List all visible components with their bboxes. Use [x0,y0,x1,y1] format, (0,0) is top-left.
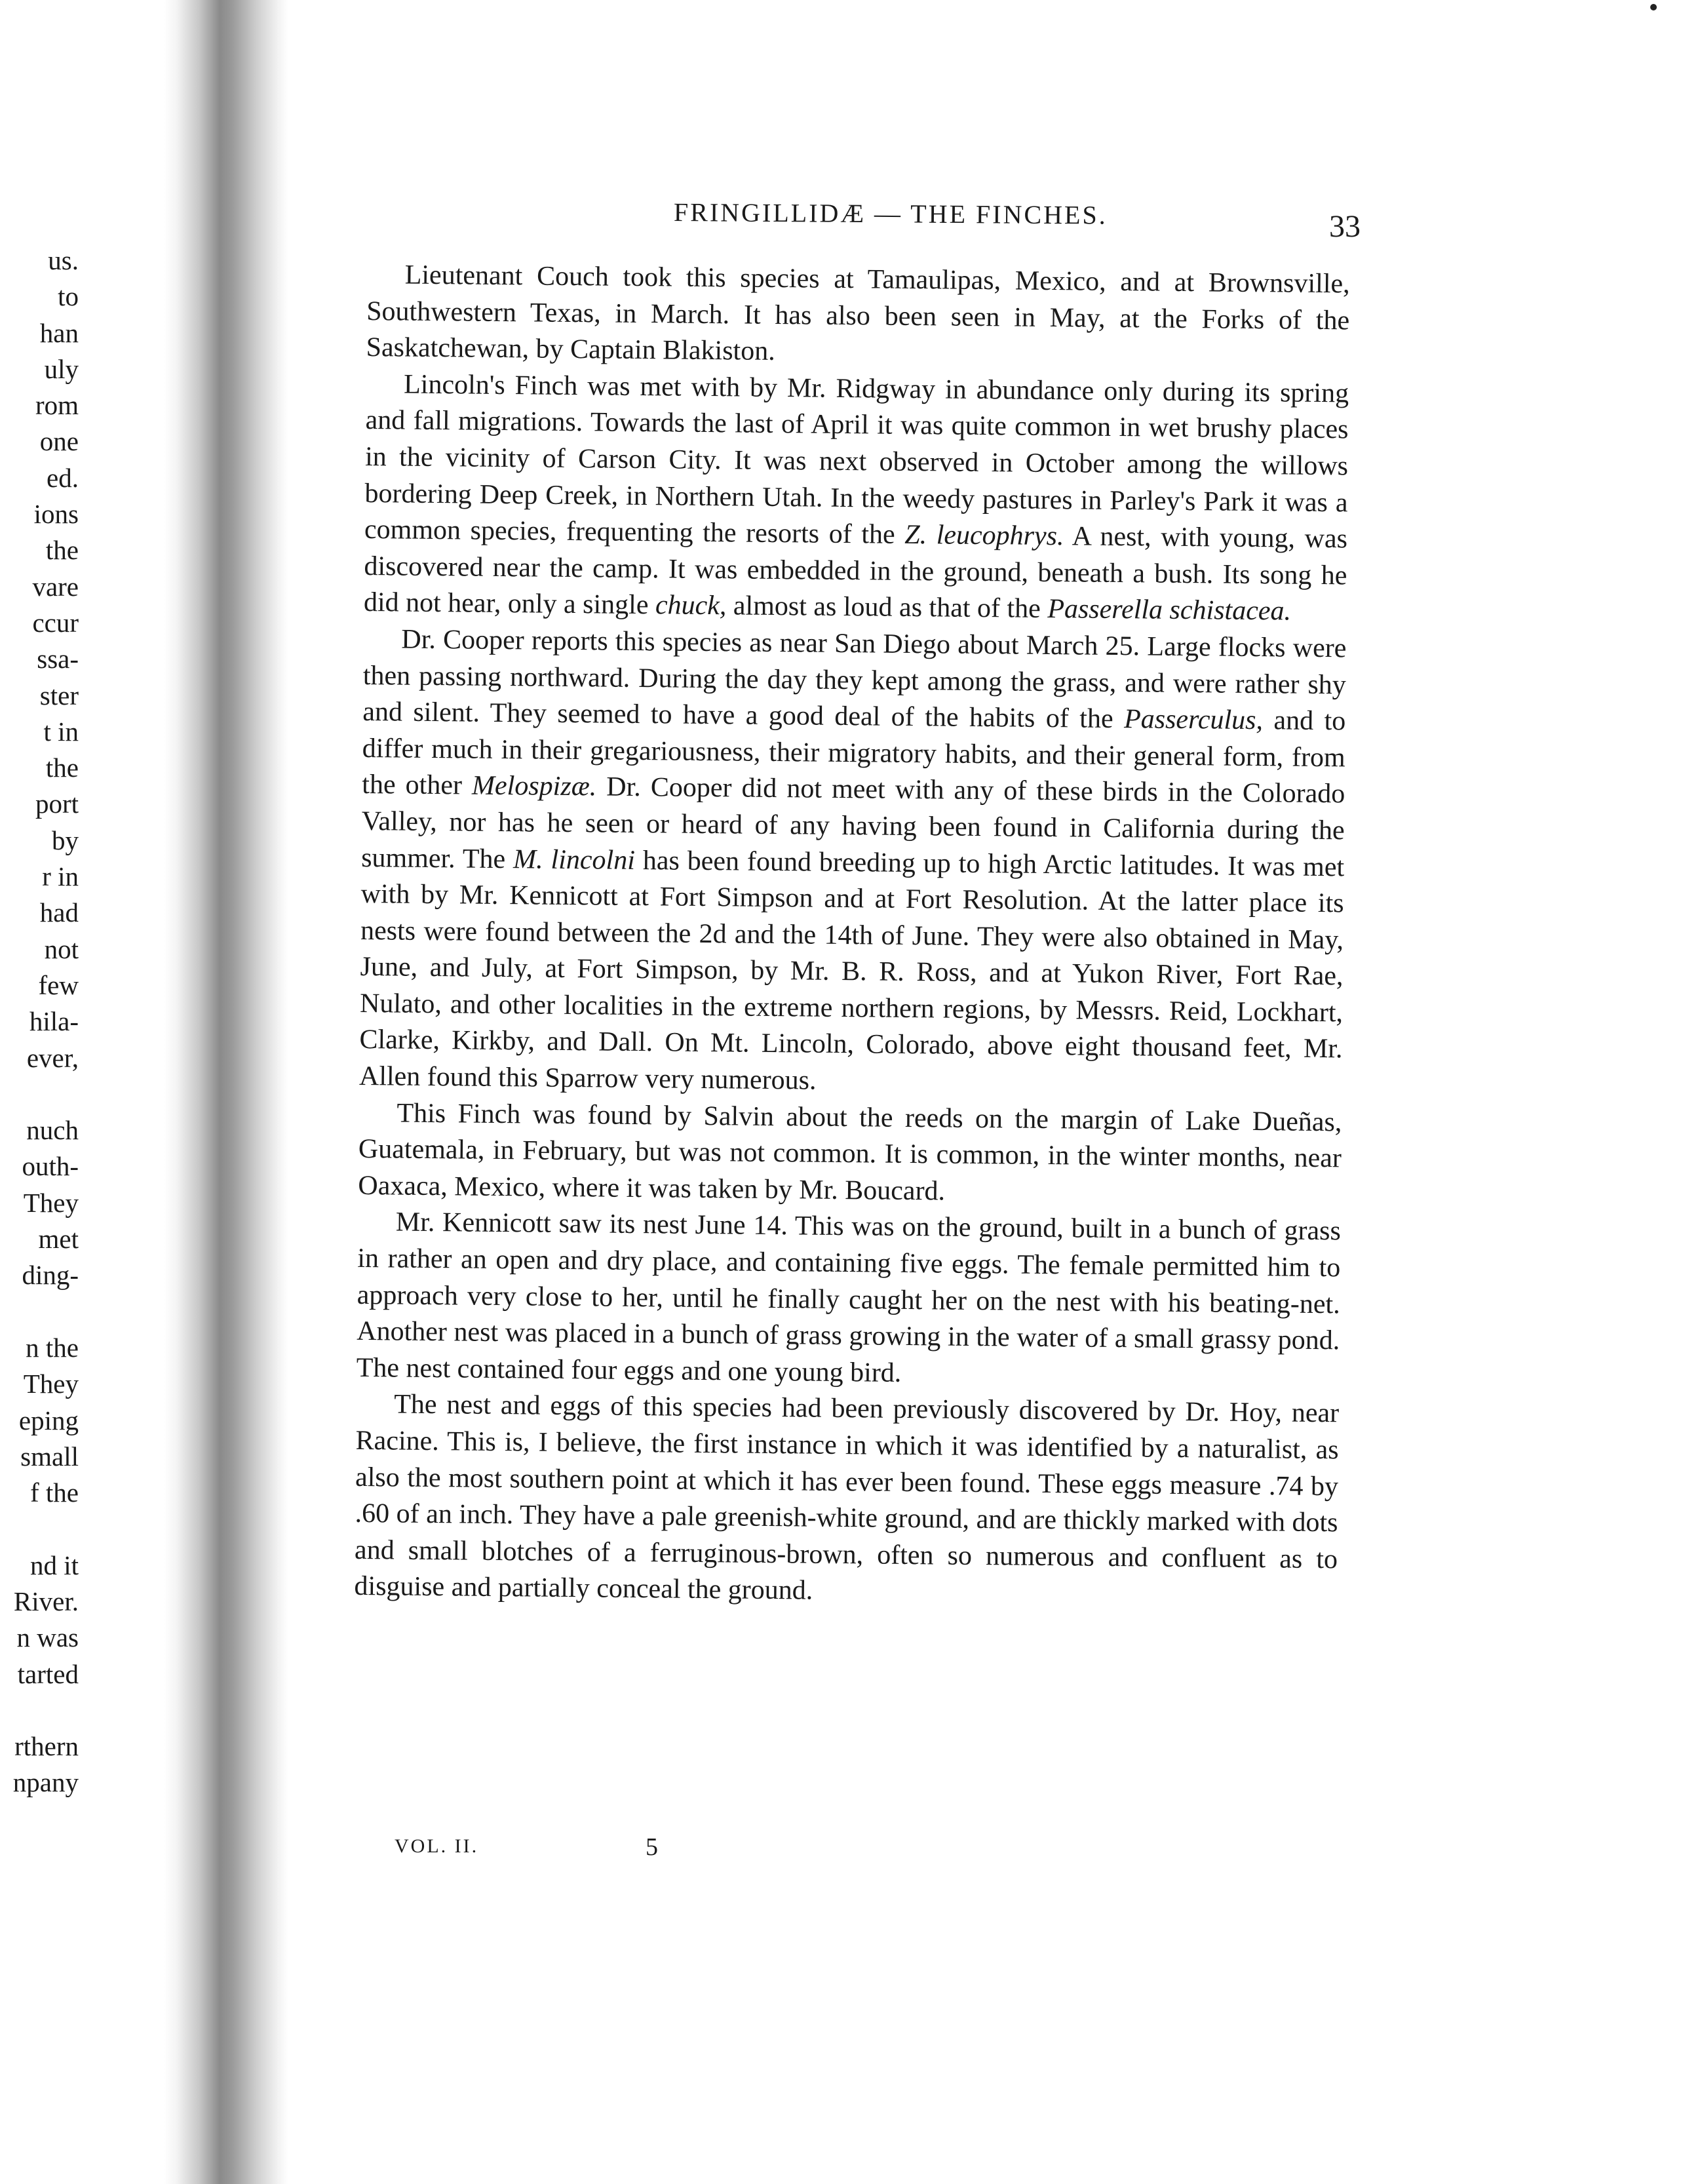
text-run: and to differ much in their gregariousness, their migratory habits, and their general form, from the other [362,705,1346,801]
facing-page-line: rom [35,390,79,421]
facing-page-line: nuch [26,1115,79,1146]
text-run: almost as loud as that of the [726,591,1048,625]
paragraph [364,366,1349,631]
facing-page-line: us. [48,245,79,275]
running-head: FRINGILLIDÆ — THE FINCHES. [673,197,1108,230]
text-run: A nest, with young, was discovered near the camp. It was embedded in the ground, beneath a bush. Its song he did not hear, only a single [363,521,1348,621]
italic-term: Z. leucophrys. [904,520,1064,552]
facing-page-line [0,1076,79,1112]
italic-term: chuck, [655,590,727,621]
paragraph [366,257,1350,376]
facing-page-line: ster [39,680,79,711]
facing-page-line: outh- [22,1151,79,1182]
paragraph [356,1204,1341,1395]
facing-page-line: f the [30,1477,79,1508]
facing-page-line: met [38,1224,79,1255]
body-text [354,257,1350,1614]
facing-page-line: han [39,317,79,348]
facing-page-line: They [23,1187,79,1218]
text-run: has been found breeding up to high Arctic latitudes. It was met with by Mr. Kennicott at Fort Simpson and at Fort Resolution. At the latter place its nests were found between the 2d and the 14th of June. They were also obtained in May, June, and July, at Fort Simpson, by Mr. B. R. Ross, and at Yukon River, Fort Rae, Nulato, and other localities in the extreme northern regions, by Messrs. Reid, Lockhart, Clarke, Kirkby, and Dall. On Mt. Lincoln, Colorado, above eight thousand feet, Mr. Allen found this Sparrow very numerous. [358,845,1345,1096]
facing-page-line [0,1294,79,1330]
paragraph [354,1386,1339,1614]
page-number: 33 [1329,209,1361,244]
facing-page-line: hila- [29,1006,79,1037]
facing-page-line [0,1511,79,1547]
italic-term: Passerculus, [1123,704,1264,736]
binding-gutter-shadow [164,0,288,2184]
paragraph [359,621,1347,1104]
facing-page-line: tarted [17,1658,79,1689]
facing-page-line [0,1692,79,1728]
facing-page-line: ssa- [37,644,79,674]
facing-page-line: the [45,535,79,566]
text-run: Lincoln's Finch was met with by Mr. Ridgway in abundance only during its spring and fall migrations. Towards the last of April it was quite common in wet brushy places in the vicinity of Carson City. It was next observed in October among the willows bordering Deep Creek, in Northern Utah. In the weedy pastures in Parley's Park it was a common species, frequenting the resorts of the [364,369,1349,551]
text-run: Mr. Kennicott saw its nest June 14. This was on the ground, built in a bunch of grass in rather an open and dry place, and containing five eggs. The female permitted him to approach very close to her, until he finally caught her on the nest with his beating-net. Another nest was placed in a bunch of grass growing in the water of a small grassy pond. The nest contained four eggs and one young bird. [356,1207,1342,1388]
italic-term: Melospizæ. [471,770,597,802]
facing-page-line: had [39,897,79,928]
facing-page-line: ccur [32,607,79,638]
facing-page-line: nd it [29,1550,79,1580]
facing-page-line: ever, [26,1042,79,1073]
facing-page-line: n the [26,1332,79,1363]
italic-term: M. lincolni [513,844,636,876]
facing-page-line: not [44,933,79,964]
facing-page-line: r in [42,861,79,892]
facing-page-line: the [45,752,79,783]
facing-page-line: vare [32,571,79,602]
volume-mark: VOL. II. [395,1835,479,1857]
facing-page-line: npany [12,1767,79,1798]
paragraph [358,1095,1342,1214]
italic-term: Passerella schistacea. [1047,594,1292,627]
facing-page-fragments [0,243,79,1801]
facing-page-line: small [20,1441,79,1472]
facing-page-line: ed. [47,462,79,493]
text-run: Dr. Cooper reports this species as near San Diego about March 25. Large flocks were then passing northward. During the day they kept among the grass, and were rather shy and silent. They seemed to have a good deal of the habits of the [362,624,1347,735]
facing-page-line: rthern [14,1731,79,1762]
facing-page-line: by [52,825,79,855]
text-run: Dr. Cooper did not meet with any of these birds in the Colorado Valley, nor has he seen or heard of any having been found in California during the summer. The [360,771,1345,874]
facing-page-line: n was [16,1622,79,1653]
ink-speck [1650,4,1657,10]
facing-page-line: ions [33,499,79,530]
facing-page-line: port [35,789,79,819]
facing-page-line: ding- [22,1260,79,1291]
facing-page-line: to [58,281,79,312]
facing-page-line: one [39,426,79,457]
facing-page-line: t in [43,716,79,747]
signature-number: 5 [646,1833,658,1861]
facing-page-line: uly [44,353,79,384]
text-run: Lieutenant Couch took this species at Tamaulipas, Mexico, and at Brownsville, Southwestern Texas, in March. It has also been seen in May, at the Forks of the Saskatchewan, by Captain Blakiston. [366,260,1350,367]
facing-page-line: River. [13,1586,79,1616]
facing-page-line: They [23,1369,79,1399]
facing-page-line: eping [18,1405,79,1435]
text-run: This Finch was found by Salvin about the reeds on the margin of Lake Dueñas, Guatemala, in February, but was not common. It is common, in the winter months, near Oaxaca, Mexico, where it was taken by Mr. Boucard. [358,1098,1342,1207]
facing-page-line: few [38,969,79,1000]
text-run: The nest and eggs of this species had been previously discovered by Dr. Hoy, near Racine. This is, I believe, the first instance in which it was identified by a naturalist, as also the most southern point at which it has ever been found. These eggs measure .74 by .60 of an inch. They have a pale greenish-white ground, and are thickly marked with dots and small blotches of a ferruginous-brown, often so numerous and confluent as to disguise and partially conceal the ground. [354,1389,1340,1606]
